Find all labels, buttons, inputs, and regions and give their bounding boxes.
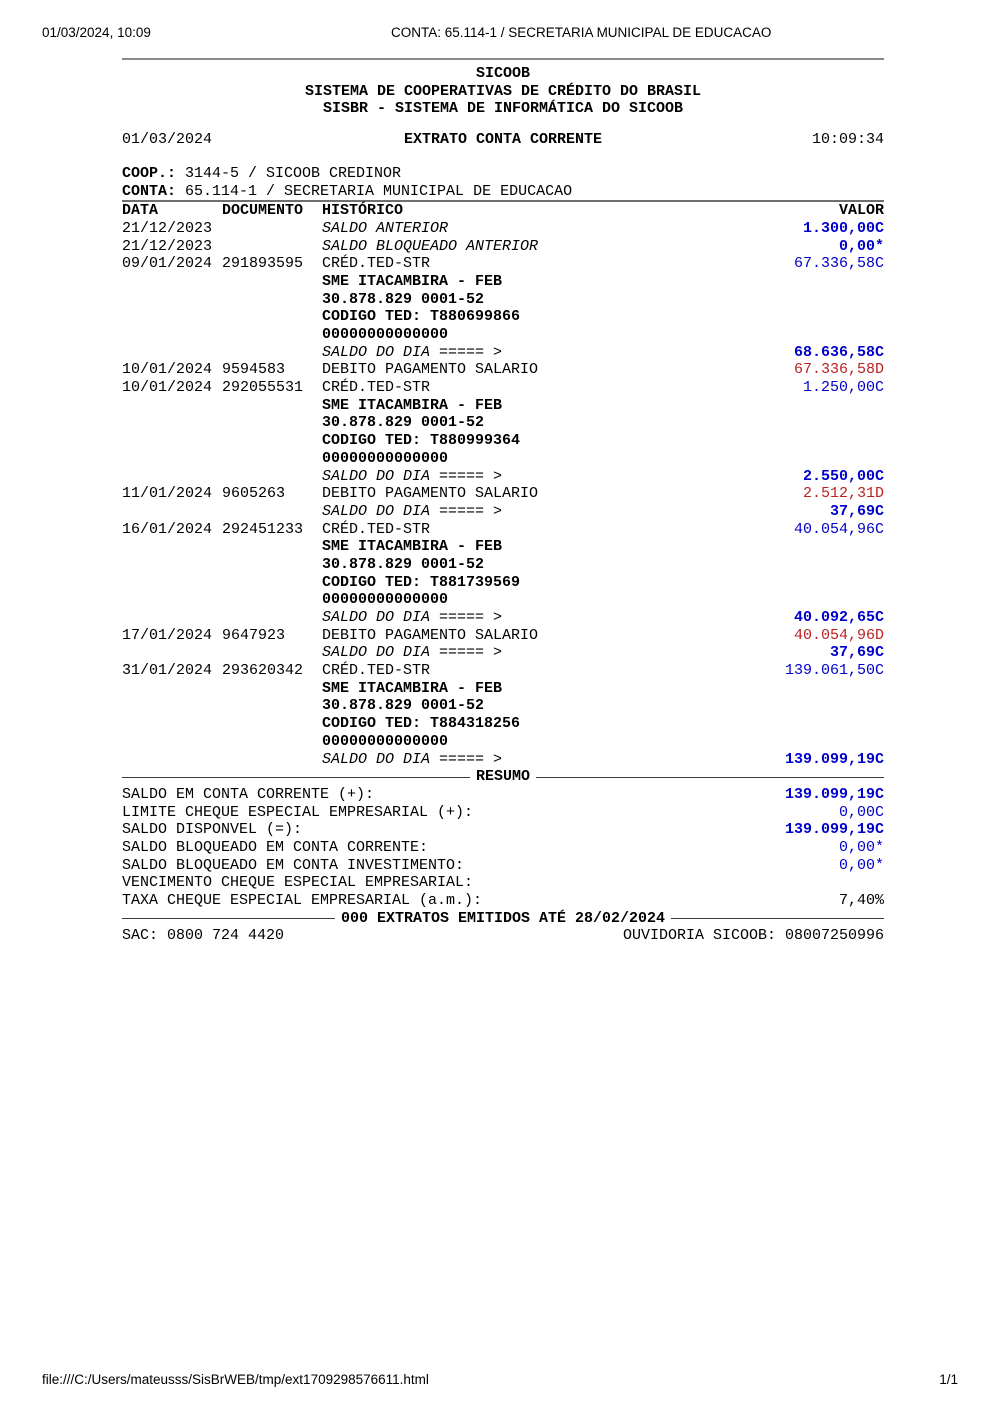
cell-documento: [222, 751, 322, 769]
cell-valor: [684, 697, 884, 715]
cell-valor: 1.300,00C: [802, 219, 884, 237]
cell-valor: [684, 326, 884, 344]
summary-row: [122, 874, 884, 892]
resumo-title: RESUMO: [476, 768, 531, 786]
statement-title-row: [122, 131, 884, 149]
cell-historico: SME ITACAMBIRA - FEB: [322, 272, 503, 290]
column-header-valor: VALOR: [838, 202, 884, 220]
cell-data: [122, 538, 222, 556]
conta-value: 65.114-1 / SECRETARIA MUNICIPAL DE EDUCACAO: [176, 182, 573, 200]
column-header-historico: HISTÓRICO: [322, 202, 404, 220]
sac-phone: SAC: 0800 724 4420: [122, 927, 285, 945]
transaction-row: [122, 751, 884, 769]
cell-historico: 30.878.829 0001-52: [322, 414, 485, 432]
transaction-row: [122, 450, 884, 468]
transaction-row: [122, 361, 884, 379]
cell-data: [122, 344, 222, 362]
cell-data: 16/01/2024: [122, 520, 213, 538]
cell-data: 09/01/2024: [122, 255, 213, 273]
cell-documento: [222, 697, 322, 715]
cell-historico: 00000000000000: [322, 449, 449, 467]
summary-value: 139.099,19C: [784, 821, 884, 839]
print-footer-url: file:///C:/Users/mateusss/SisBrWEB/tmp/ext1709298576611.html: [42, 1372, 429, 1387]
cell-data: [122, 273, 222, 291]
cell-valor: 1.250,00C: [802, 379, 884, 397]
summary-row: [122, 804, 884, 822]
column-header-data: DATA: [122, 202, 159, 220]
cell-historico: SALDO BLOQUEADO ANTERIOR: [322, 237, 539, 255]
transaction-row: [122, 255, 884, 273]
column-header-documento: DOCUMENTO: [222, 202, 304, 220]
divider-line: [536, 777, 884, 778]
cell-documento: [222, 291, 322, 309]
transaction-row: [122, 680, 884, 698]
cell-data: [122, 326, 222, 344]
transaction-row: [122, 609, 884, 627]
cell-documento: [222, 733, 322, 751]
cell-documento: [222, 432, 322, 450]
cell-valor: 40.054,96C: [793, 520, 884, 538]
cell-valor: [684, 715, 884, 733]
cell-historico: SALDO DO DIA ===== >: [322, 644, 503, 662]
summary-value: 0,00*: [838, 838, 884, 856]
summary-label: LIMITE CHEQUE ESPECIAL EMPRESARIAL (+):: [122, 803, 474, 821]
contact-row: [122, 927, 884, 945]
cell-documento: [222, 308, 322, 326]
cell-valor: 40.054,96D: [793, 626, 884, 644]
cell-data: [122, 432, 222, 450]
cell-historico: CODIGO TED: T880699866: [322, 308, 521, 326]
cell-documento: [222, 574, 322, 592]
transaction-row: [122, 485, 884, 503]
cell-data: [122, 291, 222, 309]
cell-valor: 40.092,65C: [793, 609, 884, 627]
statement-document: [122, 0, 884, 945]
cell-documento: [222, 397, 322, 415]
cell-documento: [222, 450, 322, 468]
cell-historico: SALDO ANTERIOR: [322, 219, 449, 237]
cell-valor: 2.550,00C: [802, 467, 884, 485]
cell-data: 17/01/2024: [122, 626, 213, 644]
cell-valor: 68.636,58C: [793, 343, 884, 361]
cell-data: [122, 574, 222, 592]
cell-historico: SALDO DO DIA ===== >: [322, 502, 503, 520]
cell-data: [122, 556, 222, 574]
cell-valor: [684, 733, 884, 751]
transaction-row: [122, 662, 884, 680]
cell-data: [122, 680, 222, 698]
cell-valor: [684, 432, 884, 450]
transaction-row: [122, 591, 884, 609]
transaction-row: [122, 538, 884, 556]
cell-historico: 30.878.829 0001-52: [322, 697, 485, 715]
conta-line: [122, 183, 884, 201]
cell-documento: 9647923: [222, 626, 286, 644]
transaction-row: [122, 397, 884, 415]
transaction-row: [122, 326, 884, 344]
bank-name: SICOOB: [475, 65, 530, 82]
summary-row: [122, 857, 884, 875]
transaction-row: [122, 273, 884, 291]
cell-documento: [222, 273, 322, 291]
cell-documento: [222, 715, 322, 733]
cell-historico: CRÉD.TED-STR: [322, 520, 431, 538]
cell-historico: CODIGO TED: T881739569: [322, 573, 521, 591]
cell-valor: [684, 291, 884, 309]
cell-documento: 9594583: [222, 361, 286, 379]
divider-line: [122, 918, 335, 919]
cell-historico: SALDO DO DIA ===== >: [322, 343, 503, 361]
transaction-row: [122, 697, 884, 715]
cell-valor: [684, 556, 884, 574]
cell-documento: [222, 609, 322, 627]
summary-label: TAXA CHEQUE ESPECIAL EMPRESARIAL (a.m.):: [122, 892, 483, 910]
cell-data: 10/01/2024: [122, 379, 213, 397]
cell-documento: [222, 591, 322, 609]
statement-title: EXTRATO CONTA CORRENTE: [403, 131, 603, 149]
extratos-emitted-text: 000 EXTRATOS EMITIDOS ATÉ 28/02/2024: [340, 909, 666, 927]
bank-header: [122, 65, 884, 118]
transactions-table: [122, 220, 884, 768]
cell-valor: [684, 273, 884, 291]
cell-valor: 2.512,31D: [802, 485, 884, 503]
cell-documento: [222, 220, 322, 238]
coop-line: [122, 165, 884, 183]
summary-row: [122, 786, 884, 804]
cell-valor: [684, 450, 884, 468]
summary-row: [122, 839, 884, 857]
divider-line: [671, 918, 884, 919]
cell-historico: SALDO DO DIA ===== >: [322, 609, 503, 627]
cell-historico: SME ITACAMBIRA - FEB: [322, 538, 503, 556]
cell-documento: [222, 468, 322, 486]
cell-documento: 292055531: [222, 379, 304, 397]
cell-historico: SALDO DO DIA ===== >: [322, 467, 503, 485]
cell-data: [122, 308, 222, 326]
transaction-row: [122, 627, 884, 645]
cell-data: [122, 644, 222, 662]
cell-historico: SALDO DO DIA ===== >: [322, 750, 503, 768]
cell-historico: 00000000000000: [322, 732, 449, 750]
print-header-datetime: 01/03/2024, 10:09: [42, 25, 151, 40]
cell-documento: [222, 503, 322, 521]
cell-valor: [684, 414, 884, 432]
cell-documento: [222, 414, 322, 432]
cell-data: [122, 414, 222, 432]
summary-label: SALDO BLOQUEADO EM CONTA CORRENTE:: [122, 838, 429, 856]
transaction-row: [122, 521, 884, 539]
cell-valor: 139.099,19C: [784, 750, 884, 768]
cell-documento: 293620342: [222, 662, 304, 680]
cell-data: [122, 751, 222, 769]
extratos-emitted-divider: [122, 910, 884, 928]
cell-historico: CODIGO TED: T880999364: [322, 432, 521, 450]
cell-valor: 37,69C: [829, 502, 884, 520]
bank-subtitle-1: SISTEMA DE COOPERATIVAS DE CRÉDITO DO BRASIL: [304, 82, 702, 100]
cell-data: 21/12/2023: [122, 219, 213, 237]
divider-line: [122, 777, 470, 778]
cell-documento: [222, 344, 322, 362]
cell-historico: CRÉD.TED-STR: [322, 255, 431, 273]
bank-subtitle-2: SISBR - SISTEMA DE INFORMÁTICA DO SICOOB: [322, 100, 684, 118]
transaction-row: [122, 503, 884, 521]
cell-historico: CODIGO TED: T884318256: [322, 715, 521, 733]
header-rule: [122, 58, 884, 60]
transaction-row: [122, 379, 884, 397]
cell-documento: 291893595: [222, 255, 304, 273]
cell-documento: [222, 644, 322, 662]
cell-documento: [222, 680, 322, 698]
cell-documento: 9605263: [222, 485, 286, 503]
cell-historico: CRÉD.TED-STR: [322, 662, 431, 680]
cell-data: 10/01/2024: [122, 361, 213, 379]
transaction-row: [122, 644, 884, 662]
summary-label: VENCIMENTO CHEQUE ESPECIAL EMPRESARIAL:: [122, 874, 474, 892]
transaction-row: [122, 238, 884, 256]
cell-data: [122, 591, 222, 609]
summary-value: 0,00*: [838, 856, 884, 874]
cell-documento: [222, 326, 322, 344]
cell-documento: [222, 238, 322, 256]
cell-historico: 30.878.829 0001-52: [322, 290, 485, 308]
transaction-row: [122, 414, 884, 432]
table-header-row: [122, 202, 884, 220]
coop-value: 3144-5 / SICOOB CREDINOR: [176, 164, 402, 182]
cell-data: [122, 697, 222, 715]
coop-label: COOP.:: [122, 164, 177, 182]
summary-value: 0,00C: [838, 803, 884, 821]
cell-documento: [222, 556, 322, 574]
cell-documento: [222, 538, 322, 556]
transaction-row: [122, 468, 884, 486]
ouvidoria-phone: OUVIDORIA SICOOB: 08007250996: [622, 927, 884, 945]
cell-valor: [684, 397, 884, 415]
cell-historico: DEBITO PAGAMENTO SALARIO: [322, 361, 539, 379]
summary-row: [122, 892, 884, 910]
cell-valor: [684, 538, 884, 556]
cell-historico: DEBITO PAGAMENTO SALARIO: [322, 626, 539, 644]
cell-data: [122, 733, 222, 751]
statement-time: 10:09:34: [811, 131, 884, 149]
cell-historico: 00000000000000: [322, 591, 449, 609]
cell-valor: [684, 591, 884, 609]
cell-valor: 37,69C: [829, 644, 884, 662]
cell-historico: CRÉD.TED-STR: [322, 379, 431, 397]
cell-data: 31/01/2024: [122, 662, 213, 680]
transaction-row: [122, 344, 884, 362]
summary-section: [122, 786, 884, 910]
conta-label: CONTA:: [122, 182, 177, 200]
cell-data: [122, 609, 222, 627]
cell-historico: SME ITACAMBIRA - FEB: [322, 679, 503, 697]
cell-data: [122, 397, 222, 415]
cell-data: [122, 468, 222, 486]
resumo-divider: [122, 768, 884, 786]
summary-label: SALDO EM CONTA CORRENTE (+):: [122, 785, 375, 803]
transaction-row: [122, 556, 884, 574]
cell-valor: [684, 308, 884, 326]
cell-valor: [684, 680, 884, 698]
transaction-row: [122, 308, 884, 326]
cell-valor: [684, 574, 884, 592]
transaction-row: [122, 220, 884, 238]
cell-valor: 139.061,50C: [784, 662, 884, 680]
cell-data: [122, 503, 222, 521]
cell-historico: SME ITACAMBIRA - FEB: [322, 396, 503, 414]
summary-label: SALDO DISPONVEL (=):: [122, 821, 303, 839]
print-header-title: CONTA: 65.114-1 / SECRETARIA MUNICIPAL DE EDUCACAO: [391, 25, 772, 40]
cell-valor: 0,00*: [838, 237, 884, 255]
summary-label: SALDO BLOQUEADO EM CONTA INVESTIMENTO:: [122, 856, 465, 874]
transaction-row: [122, 715, 884, 733]
cell-valor: 67.336,58D: [793, 361, 884, 379]
print-footer-page: 1/1: [939, 1372, 958, 1387]
transaction-row: [122, 574, 884, 592]
cell-historico: DEBITO PAGAMENTO SALARIO: [322, 485, 539, 503]
cell-data: 21/12/2023: [122, 237, 213, 255]
cell-data: [122, 450, 222, 468]
cell-data: 11/01/2024: [122, 485, 213, 503]
summary-value: 139.099,19C: [784, 785, 884, 803]
summary-value: 7,40%: [838, 892, 884, 910]
cell-historico: 00000000000000: [322, 326, 449, 344]
transaction-row: [122, 733, 884, 751]
cell-historico: 30.878.829 0001-52: [322, 555, 485, 573]
summary-row: [122, 821, 884, 839]
transaction-row: [122, 291, 884, 309]
cell-documento: 292451233: [222, 520, 304, 538]
transaction-row: [122, 432, 884, 450]
statement-date: 01/03/2024: [122, 131, 213, 149]
cell-data: [122, 715, 222, 733]
cell-valor: 67.336,58C: [793, 255, 884, 273]
